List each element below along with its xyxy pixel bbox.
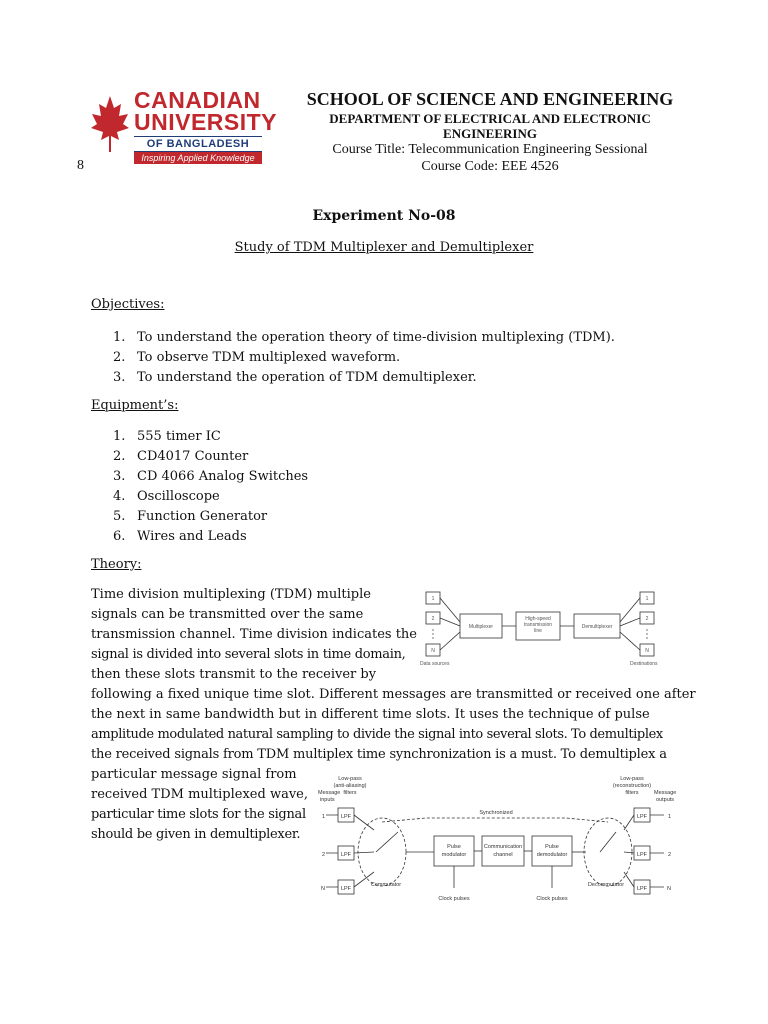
lp-in-label-2: (anti-aliasing) xyxy=(333,783,367,789)
source-label-1: 1 xyxy=(431,596,435,602)
experiment-number: Experiment No-08 xyxy=(312,208,456,224)
pulse-demodulator-label-1: Pulse xyxy=(545,844,559,850)
transmission-label-3: line xyxy=(534,628,542,634)
comm-channel-label-2: channel xyxy=(493,852,513,858)
lp-in-label-3: filters xyxy=(343,790,357,796)
output-2-label: 2 xyxy=(668,852,672,858)
theory-line: received TDM multiplexed wave, xyxy=(91,787,309,802)
list-item: 6. Wires and Leads xyxy=(113,529,247,544)
destination-label-1: 1 xyxy=(645,596,649,602)
theory-line: then these slots transmit to the receiver by xyxy=(91,667,377,682)
output-1-label: 1 xyxy=(668,814,672,820)
theory-line: signal is divided into several slots in time domain, xyxy=(91,647,406,662)
pulse-modulator-label-2: modulator xyxy=(441,852,467,858)
lp-out-label-2: (reconstruction) xyxy=(612,783,652,789)
theory-paragraph-wrap xyxy=(91,585,417,685)
list-item: 1. 555 timer IC xyxy=(113,429,221,444)
maple-leaf-icon xyxy=(90,94,130,154)
msg-in-label-2: inputs xyxy=(320,797,335,803)
lpf-in-2-label: LPF xyxy=(340,852,352,858)
theory-line: following a fixed unique time slot. Different messages are transmitted or received one after xyxy=(91,687,696,702)
pulse-demodulator-box xyxy=(532,836,572,866)
theory-line: should be given in demultiplexer. xyxy=(91,827,301,842)
msg-in-label-1: Message xyxy=(318,790,341,796)
input-n-label: N xyxy=(321,886,325,892)
data-sources-label: Data sources xyxy=(420,661,450,667)
university-logo xyxy=(88,87,278,168)
lp-in-label-1: Low-pass xyxy=(338,776,362,782)
page-number: 8 xyxy=(77,158,84,173)
equipment-list xyxy=(113,427,308,547)
logo-line-3: OF BANGLADESH xyxy=(134,136,262,152)
theory-line: signals can be transmitted over the same xyxy=(91,607,364,622)
comm-channel-label-1: Communication xyxy=(483,844,523,850)
msg-out-label-1: Message xyxy=(654,790,677,796)
list-item: 3. CD 4066 Analog Switches xyxy=(113,469,309,484)
pulse-modulator-box xyxy=(434,836,474,866)
lpf-out-n-label: LPF xyxy=(636,886,648,892)
theory-line: amplitude modulated natural sampling to divide the signal into several slots. To demultiplex xyxy=(91,727,663,742)
pulse-modulator-label-1: Pulse xyxy=(447,844,461,850)
communication-channel-box xyxy=(482,836,524,866)
list-item: 5. Function Generator xyxy=(113,509,268,524)
theory-line: the received signals from TDM multiplex time synchronization is a must. To demultiplex a xyxy=(91,747,667,762)
theory-line: Time division multiplexing (TDM) multiple xyxy=(91,587,371,602)
destinations-label: Destinations xyxy=(630,661,658,667)
demultiplexer-label: Demultiplexer xyxy=(581,624,613,630)
logo-line-1: CANADIAN xyxy=(134,87,261,113)
theory-line: particular message signal from xyxy=(91,767,297,782)
synchronized-label: Synchronized xyxy=(479,810,513,816)
input-1-label: 1 xyxy=(322,814,326,820)
lpf-out-2-label: LPF xyxy=(636,852,648,858)
equipment-heading: Equipment’s: xyxy=(91,398,179,413)
theory-line: the next in same bandwidth but in different time slots. It uses the technique of pulse xyxy=(91,707,650,722)
logo-line-2: UNIVERSITY xyxy=(134,109,278,135)
list-item: 4. Oscilloscope xyxy=(113,489,220,504)
school-name: SCHOOL OF SCIENCE AND ENGINEERING xyxy=(306,89,674,109)
logo-tagline: Inspiring Applied Knowledge xyxy=(134,152,262,164)
objectives-heading: Objectives: xyxy=(91,297,165,312)
theory-paragraph-left xyxy=(91,765,311,845)
output-n-label: N xyxy=(667,886,671,892)
commutator-diagram xyxy=(316,772,680,908)
objectives-list xyxy=(113,328,615,388)
lpf-in-1-label: LPF xyxy=(340,814,352,820)
list-item: 2. CD4017 Counter xyxy=(113,449,249,464)
theory-paragraph-full xyxy=(91,685,696,765)
theory-line: transmission channel. Time division indicates the xyxy=(91,627,417,642)
destination-label-2: 2 xyxy=(645,616,649,622)
pulse-demodulator-label-2: demodulator xyxy=(536,852,568,858)
tdm-block-diagram xyxy=(418,586,680,668)
clock-label-1: Clock pulses xyxy=(438,896,470,902)
msg-out-label-2: outputs xyxy=(656,797,675,803)
list-item: 2. To observe TDM multiplexed waveform. xyxy=(113,350,401,365)
list-item: 1. To understand the operation theory of time-division multiplexing (TDM). xyxy=(113,330,615,345)
lpf-out-1-label: LPF xyxy=(636,814,648,820)
decommutator-label: Decommutator xyxy=(587,882,625,888)
source-label-n: N xyxy=(431,648,435,654)
transmission-label-1: High-speed xyxy=(525,616,551,622)
source-label-2: 2 xyxy=(431,616,435,622)
experiment-title: Study of TDM Multiplexer and Demultiplexer xyxy=(234,240,534,255)
input-2-label: 2 xyxy=(322,852,326,858)
lp-out-label-1: Low-pass xyxy=(620,776,644,782)
clock-label-2: Clock pulses xyxy=(536,896,568,902)
destination-label-n: N xyxy=(645,648,649,654)
multiplexer-label: Multiplexer xyxy=(468,624,494,630)
theory-heading: Theory: xyxy=(91,557,142,572)
course-code: Course Code: EEE 4526 xyxy=(421,159,559,174)
list-item: 3. To understand the operation of TDM demultiplexer. xyxy=(113,370,477,385)
commutator-label: Commutator xyxy=(370,882,402,888)
department-name: DEPARTMENT OF ELECTRICAL AND ELECTRONIC ENGINEERING xyxy=(329,111,651,141)
document-header xyxy=(300,88,680,175)
transmission-label-2: transmission xyxy=(523,622,553,628)
theory-line: particular time slots for the signal xyxy=(91,807,306,822)
lp-out-label-3: filters xyxy=(625,790,639,796)
course-title: Course Title: Telecommunication Engineering Sessional xyxy=(332,142,648,157)
lpf-in-n-label: LPF xyxy=(340,886,352,892)
